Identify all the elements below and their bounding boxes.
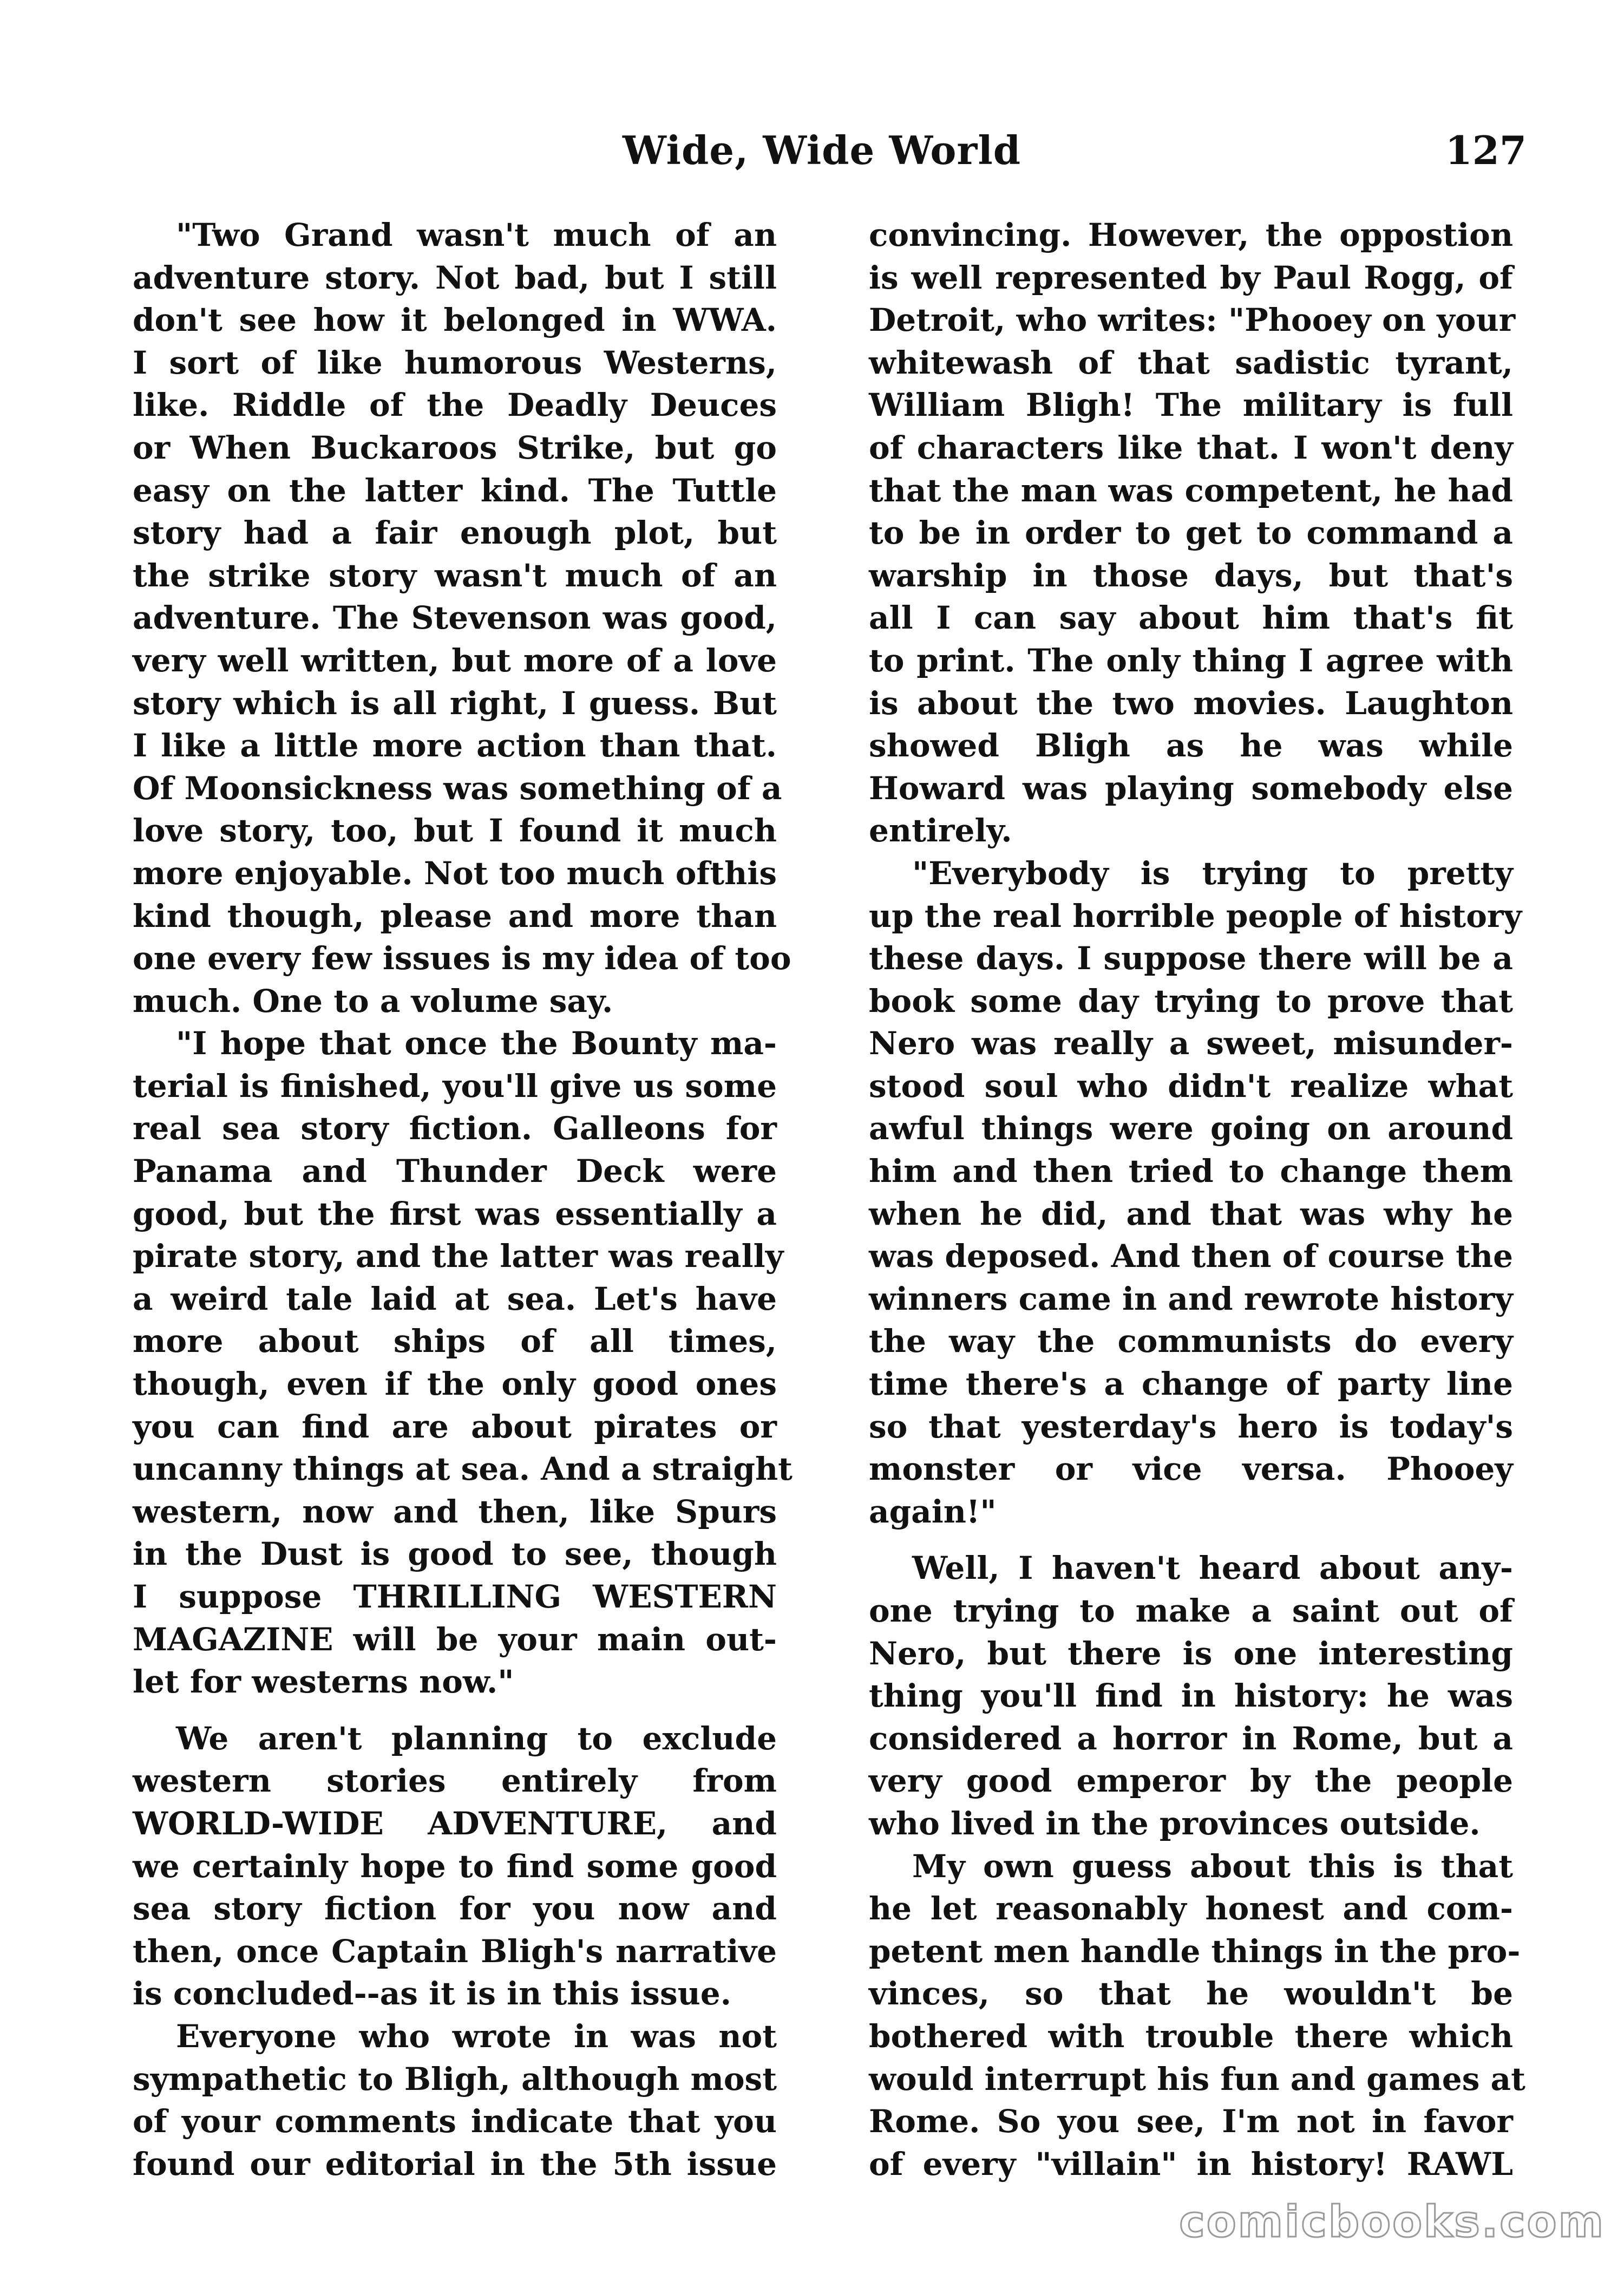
text-line: he let reasonably honest and com-: [869, 1890, 1513, 1927]
text-line: don't see how it belonged in WWA.: [133, 302, 777, 339]
text-line: that the man was competent, he had: [869, 472, 1513, 509]
text-line: found our editorial in the 5th issue: [133, 2145, 777, 2182]
text-line: western stories entirely from: [133, 1762, 777, 1800]
text-line: again!": [869, 1493, 997, 1530]
watermark: comicbooks.com: [1179, 2197, 1605, 2247]
text-line: considered a horror in Rome, but a: [869, 1720, 1513, 1757]
paragraph: [133, 1022, 793, 1703]
text-line: "Two Grand wasn't much of an: [176, 217, 777, 253]
text-line: to print. The only thing I agree with: [869, 642, 1513, 679]
text-line: MAGAZINE will be your main out-: [133, 1620, 777, 1658]
text-line: Well, I haven't heard about any-: [912, 1550, 1513, 1587]
text-line: "Everybody is trying to pretty: [912, 854, 1513, 892]
text-line: in the Dust is good to see, though: [133, 1535, 777, 1573]
text-line: stood soul who didn't realize what: [869, 1067, 1513, 1105]
text-line: sea story fiction for you now and: [133, 1890, 777, 1927]
text-line: was deposed. And then of course the: [869, 1238, 1513, 1275]
text-line: is about the two movies. Laughton: [869, 684, 1513, 722]
text-line: story which is all right, I guess. But: [133, 684, 777, 722]
text-line: would interrupt his fun and games at: [869, 2060, 1525, 2097]
text-line: whitewash of that sadistic tyrant,: [869, 344, 1513, 381]
text-line: I suppose THRILLING WESTERN: [133, 1578, 777, 1615]
left-column: [133, 214, 793, 2185]
text-line: is well represented by Paul Rogg, of: [869, 259, 1513, 296]
paragraph: [869, 1845, 1525, 2186]
text-line: winners came in and rewrote history: [869, 1280, 1513, 1317]
paragraph: [133, 1717, 777, 2015]
running-title: Wide, Wide World: [623, 127, 1021, 173]
text-line: Nero, but there is one interesting: [869, 1635, 1513, 1672]
text-line: Nero was really a sweet, misunder-: [869, 1025, 1513, 1062]
text-line: of every "villain" in history! RAWL: [869, 2145, 1513, 2182]
text-line: Detroit, who writes: "Phooey on your: [869, 302, 1516, 339]
text-line: so that yesterday's hero is today's: [869, 1408, 1513, 1445]
text-line: My own guess about this is that: [912, 1847, 1513, 1885]
text-line: William Bligh! The military is full: [869, 387, 1513, 424]
text-line: is concluded--as it is in this issue.: [133, 1975, 731, 2012]
text-line: showed Bligh as he was while: [869, 727, 1513, 764]
text-line: kind though, please and more than: [133, 897, 777, 935]
text-line: we certainly hope to find some good: [133, 1847, 777, 1885]
text-line: Of Moonsickness was something of a: [133, 769, 782, 807]
text-line: I like a little more action than that.: [133, 727, 777, 764]
page-number: 127: [1445, 127, 1527, 173]
text-line: entirely.: [869, 812, 1012, 850]
text-line: awful things were going on around: [869, 1110, 1513, 1147]
text-line: adventure. The Stevenson was good,: [133, 599, 777, 637]
text-line: when he did, and that was why he: [869, 1195, 1513, 1232]
text-line: a weird tale laid at sea. Let's have: [133, 1280, 777, 1317]
paragraph: [133, 2015, 777, 2185]
text-line: him and then tried to change them: [869, 1153, 1513, 1190]
text-line: the strike story wasn't much of an: [133, 557, 777, 594]
text-line: like. Riddle of the Deadly Deuces: [133, 387, 777, 424]
text-line: more about ships of all times,: [133, 1323, 777, 1360]
text-line: one every few issues is my idea of too: [133, 940, 791, 977]
text-line: of your comments indicate that you: [133, 2103, 777, 2140]
text-line: though, even if the only good ones: [133, 1365, 777, 1403]
text-line: book some day trying to prove that: [869, 982, 1513, 1020]
text-line: bothered with trouble there which: [869, 2017, 1513, 2055]
text-line: very well written, but more of a love: [133, 642, 777, 679]
text-line: these days. I suppose there will be a: [869, 940, 1513, 977]
text-line: uncanny things at sea. And a straight: [133, 1450, 793, 1488]
text-line: thing you'll find in history: he was: [869, 1677, 1513, 1715]
text-line: vinces, so that he wouldn't be: [869, 1975, 1513, 2012]
text-line: all I can say about him that's fit: [869, 599, 1513, 637]
text-line: much. One to a volume say.: [133, 982, 613, 1020]
text-line: to be in order to get to command a: [869, 514, 1513, 552]
text-line: love story, too, but I found it much: [133, 812, 777, 850]
paragraph: [133, 214, 791, 1022]
paragraph: [869, 214, 1516, 852]
paragraph: [869, 852, 1522, 1533]
text-line: warship in those days, but that's: [869, 557, 1513, 594]
text-line: We aren't planning to exclude: [176, 1720, 777, 1757]
text-line: one trying to make a saint out of: [869, 1592, 1513, 1629]
text-line: real sea story fiction. Galleons for: [133, 1110, 777, 1147]
text-line: western, now and then, like Spurs: [133, 1493, 777, 1530]
text-line: monster or vice versa. Phooey: [869, 1450, 1513, 1488]
text-line: adventure story. Not bad, but I still: [133, 259, 777, 296]
text-line: WORLD-WIDE ADVENTURE, and: [133, 1805, 777, 1842]
text-line: up the real horrible people of history: [869, 897, 1522, 935]
text-line: sympathetic to Bligh, although most: [133, 2060, 777, 2097]
text-line: Panama and Thunder Deck were: [133, 1153, 777, 1190]
text-line: story had a fair enough plot, but: [133, 514, 777, 552]
text-line: then, once Captain Bligh's narrative: [133, 1932, 777, 1970]
text-line: easy on the latter kind. The Tuttle: [133, 472, 777, 509]
running-header: [0, 127, 1624, 187]
text-line: good, but the first was essentially a: [133, 1195, 777, 1232]
text-line: terial is finished, you'll give us some: [133, 1067, 777, 1105]
text-line: convincing. However, the oppostion: [869, 217, 1513, 253]
text-line: more enjoyable. Not too much ofthis: [133, 854, 777, 892]
text-line: Howard was playing somebody else: [869, 769, 1513, 807]
text-line: of characters like that. I won't deny: [869, 429, 1513, 466]
paragraph: [869, 1547, 1513, 1845]
text-line: you can find are about pirates or: [133, 1408, 777, 1445]
text-line: very good emperor by the people: [869, 1762, 1513, 1800]
text-line: "I hope that once the Bounty ma-: [176, 1025, 777, 1062]
right-column: [869, 214, 1525, 2185]
text-line: Rome. So you see, I'm not in favor: [869, 2103, 1513, 2140]
text-line: time there's a change of party line: [869, 1365, 1513, 1403]
text-line: Everyone who wrote in was not: [176, 2017, 777, 2055]
text-line: let for westerns now.": [133, 1663, 514, 1701]
text-line: who lived in the provinces outside.: [869, 1805, 1481, 1842]
text-line: pirate story, and the latter was really: [133, 1238, 784, 1275]
text-line: the way the communists do every: [869, 1323, 1513, 1360]
text-line: or When Buckaroos Strike, but go: [133, 429, 777, 466]
text-line: I sort of like humorous Westerns,: [133, 344, 777, 381]
text-line: petent men handle things in the pro-: [869, 1932, 1521, 1970]
